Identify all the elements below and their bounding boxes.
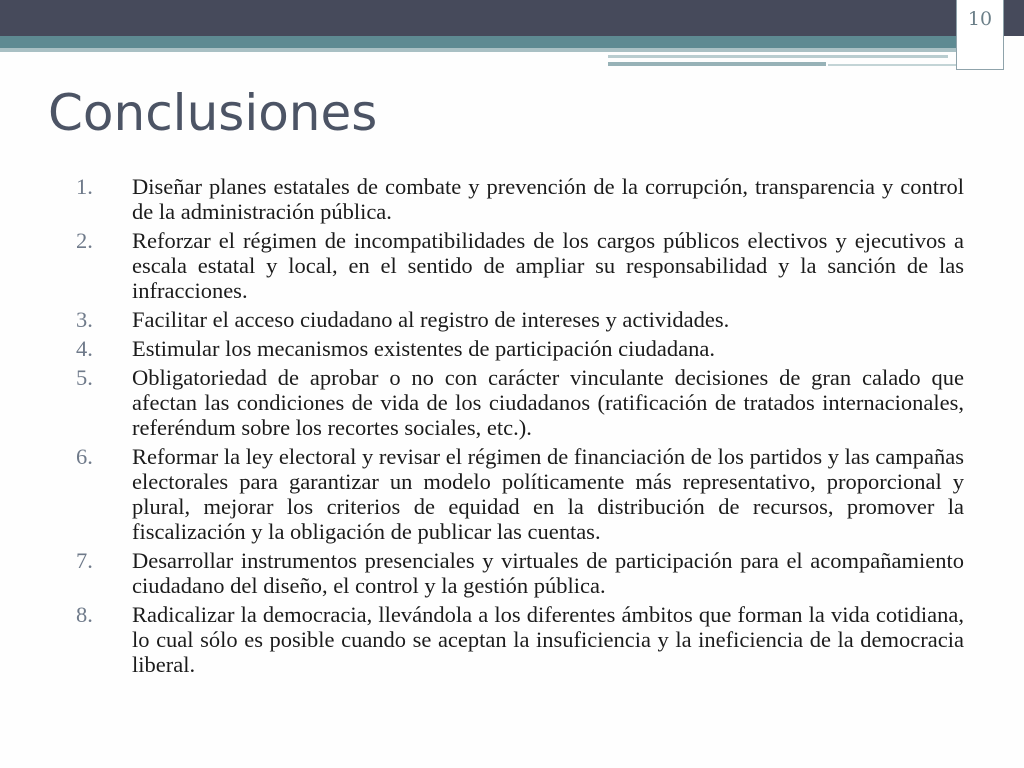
list-item-number: 4. xyxy=(76,336,93,361)
slide-title: Conclusiones xyxy=(48,84,378,142)
list-item-text: Diseñar planes estatales de combate y prevención de la corrupción, transparencia y control de la administración pública. xyxy=(132,174,964,224)
list-item-text: Facilitar el acceso ciudadano al registro de intereses y actividades. xyxy=(132,307,730,332)
list-item-number: 6. xyxy=(76,444,93,469)
list-item xyxy=(76,602,964,677)
list-item xyxy=(76,548,964,598)
list-item xyxy=(76,174,964,224)
header-stripe xyxy=(0,36,1004,48)
list-item-number: 2. xyxy=(76,228,93,253)
list-item-text: Reformar la ley electoral y revisar el régimen de financiación de los partidos y las campañas electorales para garantizar un modelo políticamente más representativo, proporcional y plural, mejorar los criterios de equidad en la distribución de recursos, promover la fiscalización y la obligación de publicar las cuentas. xyxy=(132,444,964,544)
list-item-number: 8. xyxy=(76,602,93,627)
list-item xyxy=(76,307,964,332)
list-item-text: Desarrollar instrumentos presenciales y virtuales de participación para el acompañamiento ciudadano del diseño, el control y la gestión pública. xyxy=(132,548,964,598)
decorative-line xyxy=(608,55,948,58)
page-number: 10 xyxy=(967,8,993,30)
list-item-number: 1. xyxy=(76,174,93,199)
conclusions-list xyxy=(76,174,964,681)
list-item-number: 3. xyxy=(76,307,93,332)
list-item-text: Reforzar el régimen de incompatibilidades de los cargos públicos electivos y ejecutivos a escala estatal y local, en el sentido de ampliar su responsabilidad y la sanción de las infracciones. xyxy=(132,228,964,303)
list-item xyxy=(76,336,964,361)
list-item-number: 7. xyxy=(76,548,93,573)
header-band xyxy=(0,0,1024,36)
list-item xyxy=(76,444,964,544)
list-item-text: Obligatoriedad de aprobar o no con carácter vinculante decisiones de gran calado que afectan las condiciones de vida de los ciudadanos (ratificación de tratados internacionales, referéndum sobre los recortes sociales, etc.). xyxy=(132,365,964,440)
list-item xyxy=(76,365,964,440)
decorative-line xyxy=(608,62,826,66)
list-item-number: 5. xyxy=(76,365,93,390)
list-item xyxy=(76,228,964,303)
header-stripe-light xyxy=(0,48,1004,52)
list-item-text: Estimular los mecanismos existentes de participación ciudadana. xyxy=(132,336,715,361)
list-item-text: Radicalizar la democracia, llevándola a los diferentes ámbitos que forman la vida cotidiana, lo cual sólo es posible cuando se aceptan la insuficiencia y la ineficiencia de la democracia liberal. xyxy=(132,602,964,677)
